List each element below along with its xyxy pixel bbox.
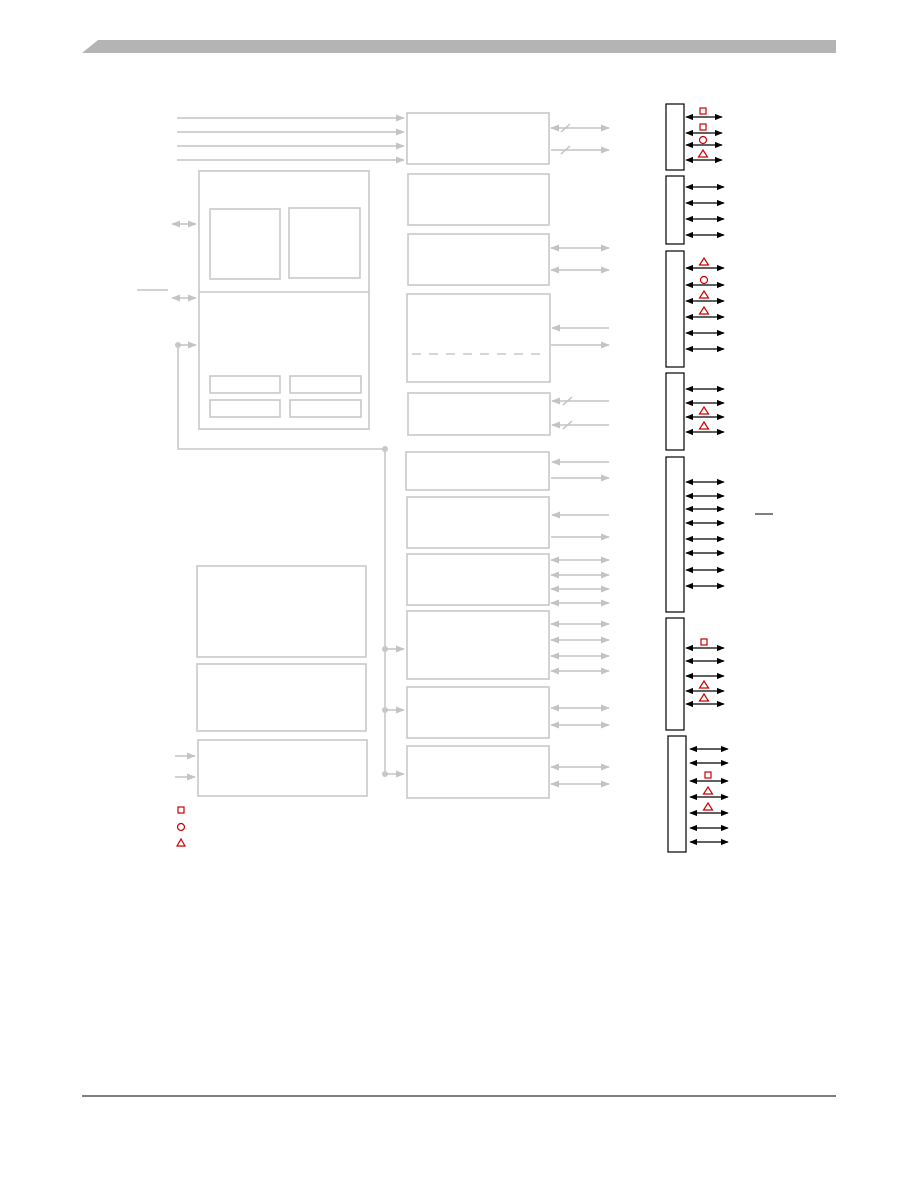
peripheral-block-9 bbox=[407, 611, 549, 679]
circle-marker-icon bbox=[700, 137, 707, 144]
peripheral-block-2 bbox=[408, 174, 549, 225]
peripheral-block-5 bbox=[408, 393, 550, 435]
legend bbox=[177, 807, 185, 846]
triangle-marker-icon bbox=[700, 694, 709, 701]
peripheral-block-7 bbox=[407, 497, 549, 548]
square-marker-icon bbox=[705, 772, 711, 778]
peripheral-block-11 bbox=[407, 746, 549, 798]
triangle-marker-icon bbox=[699, 150, 708, 157]
legend-square-icon bbox=[178, 807, 184, 813]
triangle-marker-icon bbox=[700, 258, 709, 265]
pin-group-box bbox=[668, 736, 686, 852]
core-sub-block-left bbox=[210, 209, 280, 279]
peripheral-block-8 bbox=[407, 554, 549, 605]
pin-group-2 bbox=[666, 176, 724, 244]
pin-group-box bbox=[666, 104, 684, 170]
triangle-marker-icon bbox=[704, 787, 713, 794]
peripheral-block-1 bbox=[407, 113, 549, 164]
triangle-marker-icon bbox=[700, 307, 709, 314]
triangle-marker-icon bbox=[704, 803, 713, 810]
pin-group-box bbox=[666, 373, 684, 450]
core-cell-2 bbox=[290, 376, 361, 393]
triangle-marker-icon bbox=[700, 291, 709, 298]
pin-group-5 bbox=[666, 457, 724, 612]
pin-group-7 bbox=[668, 736, 728, 852]
memory-block-2 bbox=[197, 664, 366, 731]
core-cell-4 bbox=[290, 400, 361, 417]
square-marker-icon bbox=[701, 639, 707, 645]
square-marker-icon bbox=[700, 124, 706, 130]
pin-group-4 bbox=[666, 373, 724, 450]
square-marker-icon bbox=[700, 108, 706, 114]
pin-group-1 bbox=[666, 104, 722, 170]
peripheral-block-6 bbox=[406, 452, 549, 490]
triangle-marker-icon bbox=[700, 422, 709, 429]
header-bar bbox=[82, 40, 836, 53]
pin-group-box bbox=[666, 251, 684, 367]
memory-block-1 bbox=[197, 566, 366, 657]
legend-circle-icon bbox=[178, 824, 185, 831]
core-cell-1 bbox=[210, 376, 280, 393]
peripheral-block-3 bbox=[408, 234, 549, 285]
legend-triangle-icon bbox=[177, 839, 185, 846]
pin-group-box bbox=[666, 457, 684, 612]
pin-group-3 bbox=[666, 251, 724, 367]
core-sub-block-right bbox=[289, 208, 360, 278]
circle-marker-icon bbox=[701, 277, 708, 284]
core-cell-3 bbox=[210, 400, 280, 417]
pin-group-6 bbox=[666, 618, 724, 730]
pin-group-box bbox=[666, 176, 684, 244]
triangle-marker-icon bbox=[700, 407, 709, 414]
clock-block bbox=[198, 740, 367, 796]
peripheral-block-10 bbox=[407, 687, 549, 738]
peripheral-block-4 bbox=[407, 294, 550, 382]
pin-group-box bbox=[666, 618, 684, 730]
triangle-marker-icon bbox=[700, 681, 709, 688]
internal-bus bbox=[178, 345, 385, 774]
